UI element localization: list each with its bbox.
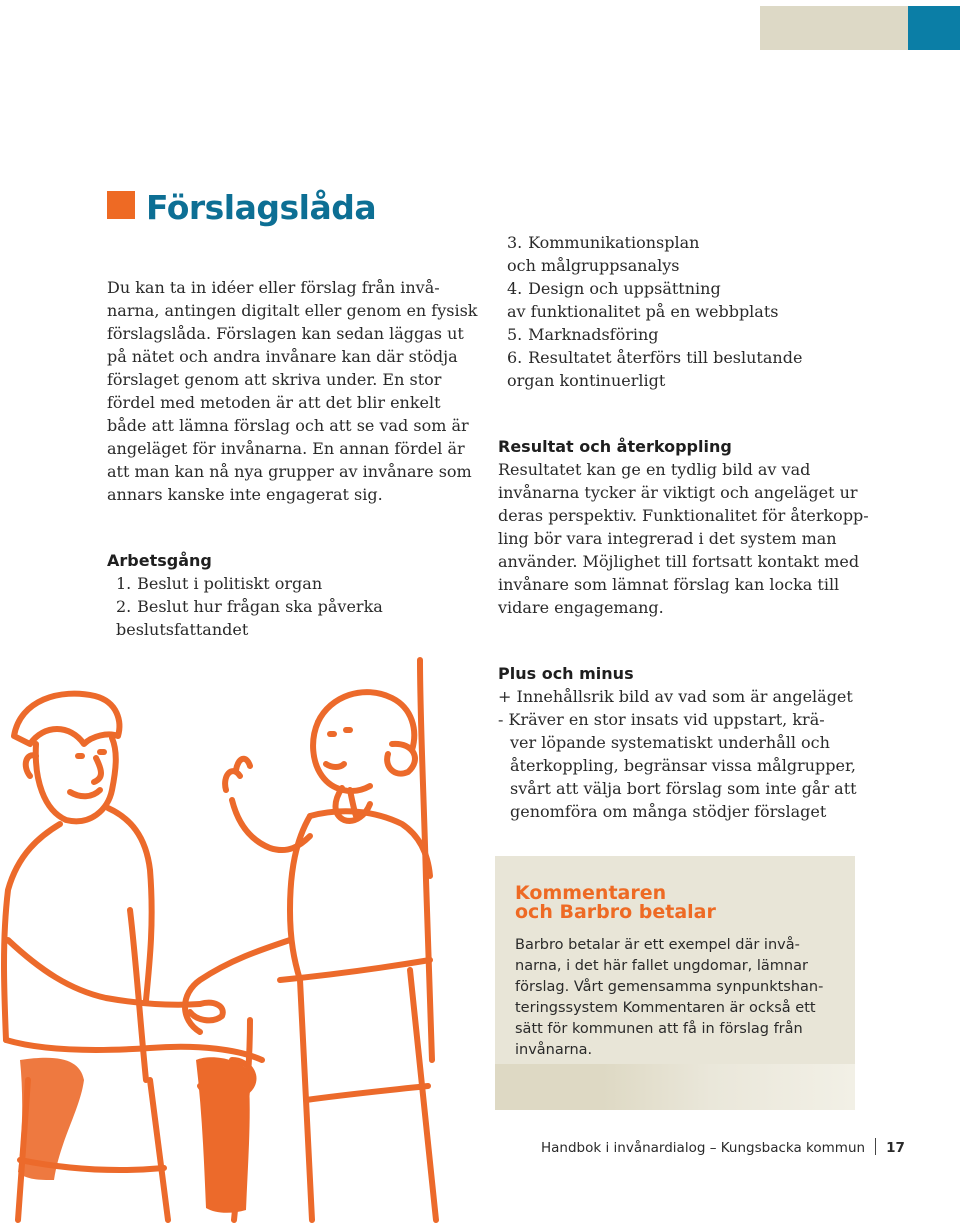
- woman-boot-fill: [196, 1057, 250, 1213]
- step-text-continued: och målgruppsanalys: [507, 256, 680, 275]
- callout-box: [495, 856, 855, 1110]
- woman-face: [313, 722, 370, 791]
- callout-title-line: Kommentaren: [515, 882, 667, 904]
- step-text: Resultatet återförs till beslutande: [528, 348, 803, 367]
- intro-line: Du kan ta in idéer eller förslag från invå-: [107, 278, 440, 297]
- step-number: 5.: [507, 325, 523, 344]
- callout-line: teringssystem Kommentaren är också ett: [515, 1000, 816, 1016]
- workflow-step: [498, 231, 878, 277]
- results-line: Resultatet kan ge en tydlig bild av vad: [498, 460, 811, 479]
- step-number: 1.: [116, 574, 132, 593]
- step-number: 2.: [116, 597, 132, 616]
- callout-line: sätt för kommunen att få in förslag från: [515, 1021, 803, 1037]
- page-title: Förslagslåda: [146, 188, 377, 227]
- intro-line: narna, antingen digitalt eller genom en fysisk: [107, 301, 478, 320]
- step-text: Marknadsföring: [528, 325, 659, 344]
- results-line: vidare engagemang.: [498, 598, 664, 617]
- workflow-section: [107, 549, 437, 641]
- intro-line: förslaget genom att skriva under. En stor: [107, 370, 442, 389]
- results-line: ling bör vara integrerad i det system man: [498, 529, 837, 548]
- step-text: Beslut hur frågan ska påverka: [137, 597, 383, 616]
- callout-line: Barbro betalar är ett exempel där invå-: [515, 937, 800, 953]
- workflow-step: [107, 572, 437, 595]
- man-arm: [8, 940, 200, 1005]
- step-text: Kommunikationsplan: [528, 233, 700, 252]
- intro-paragraph: [107, 276, 487, 506]
- step-number: 4.: [507, 279, 523, 298]
- intro-line: på nätet och andra invånare kan där stödja: [107, 347, 458, 366]
- minus-item-continued: svårt att välja bort förslag som inte går att: [510, 779, 857, 798]
- title-square-icon: [107, 191, 135, 219]
- results-heading: Resultat och återkoppling: [498, 437, 732, 456]
- minus-item-continued: genomföra om många stödjer förslaget: [510, 802, 827, 821]
- page-number: 17: [886, 1140, 905, 1156]
- plus-minus-section: [498, 662, 878, 823]
- callout-title-line: och Barbro betalar: [515, 901, 716, 923]
- results-line: invånarna tycker är viktigt och angeläget ur: [498, 483, 858, 502]
- step-number: 3.: [507, 233, 523, 252]
- man-hair: [14, 694, 119, 744]
- results-paragraph: [498, 458, 878, 619]
- callout-fold-shading: [495, 1064, 855, 1110]
- step-text-continued: beslutsfattandet: [116, 620, 249, 639]
- intro-line: annars kanske inte engagerat sig.: [107, 485, 383, 504]
- workflow-step: [107, 595, 437, 641]
- callout-title: [515, 884, 716, 922]
- callout-line: invånarna.: [515, 1042, 593, 1058]
- intro-line: angeläget för invånarna. En annan fördel är: [107, 439, 465, 458]
- results-line: invånare som lämnat förslag kan locka till: [498, 575, 840, 594]
- man-shoe-fill: [18, 1058, 84, 1180]
- intro-line: förslagslåda. Förslagen kan sedan läggas ut: [107, 324, 464, 343]
- woman-bun: [387, 744, 415, 774]
- header-accent-blue: [908, 6, 960, 50]
- workflow-step: [498, 323, 878, 346]
- results-section: [498, 435, 878, 619]
- results-line: deras perspektiv. Funktionalitet för återkopp-: [498, 506, 869, 525]
- man-torso: [4, 824, 60, 1040]
- step-text: Beslut i politiskt organ: [137, 574, 323, 593]
- intro-line: både att lämna förslag och att se vad som är: [107, 416, 469, 435]
- page-footer: [541, 1138, 905, 1158]
- plus-item: + Innehållsrik bild av vad som är angeläget: [498, 687, 853, 706]
- footer-separator: [875, 1138, 876, 1155]
- workflow-section-continued: [498, 231, 878, 392]
- header-accent-beige: [760, 6, 908, 50]
- woman-mouth: [326, 764, 344, 767]
- step-text-continued: organ kontinuerligt: [507, 371, 666, 390]
- plus-minus-heading: Plus och minus: [498, 664, 634, 683]
- step-number: 6.: [507, 348, 523, 367]
- minus-item-continued: återkoppling, begränsar vissa målgrupper,: [510, 756, 856, 775]
- woman-shoulder: [310, 811, 430, 876]
- intro-line: fördel med metoden är att det blir enkelt: [107, 393, 441, 412]
- callout-line: narna, i det här fallet ungdomar, lämnar: [515, 958, 808, 974]
- minus-item-continued: ver löpande systematiskt underhåll och: [510, 733, 830, 752]
- callout-body: [515, 935, 845, 1061]
- woman-raised-hand: [225, 759, 250, 790]
- callout-line: förslag. Vårt gemensamma synpunktshan-: [515, 979, 824, 995]
- man-nose: [94, 758, 101, 782]
- footer-text: Handbok i invånardialog – Kungsbacka kommun: [541, 1140, 866, 1156]
- workflow-step: [498, 346, 878, 392]
- sketch-two-people-talking: [0, 640, 500, 1227]
- man-leg: [6, 1040, 262, 1060]
- step-text-continued: av funktionalitet på en webbplats: [507, 302, 779, 321]
- results-line: använder. Möjlighet till fortsatt kontakt med: [498, 552, 860, 571]
- step-text: Design och uppsättning: [528, 279, 721, 298]
- minus-item: - Kräver en stor insats vid uppstart, krä-: [498, 710, 825, 729]
- woman-raised-arm: [232, 800, 310, 850]
- man-mouth: [70, 790, 100, 796]
- woman-chair-rail: [306, 1086, 428, 1100]
- workflow-step: [498, 277, 878, 323]
- intro-line: att man kan nå nya grupper av invånare som: [107, 462, 472, 481]
- man-torso-front: [108, 808, 152, 1000]
- man-chair-leg: [150, 1080, 168, 1220]
- workflow-heading: Arbetsgång: [107, 551, 212, 570]
